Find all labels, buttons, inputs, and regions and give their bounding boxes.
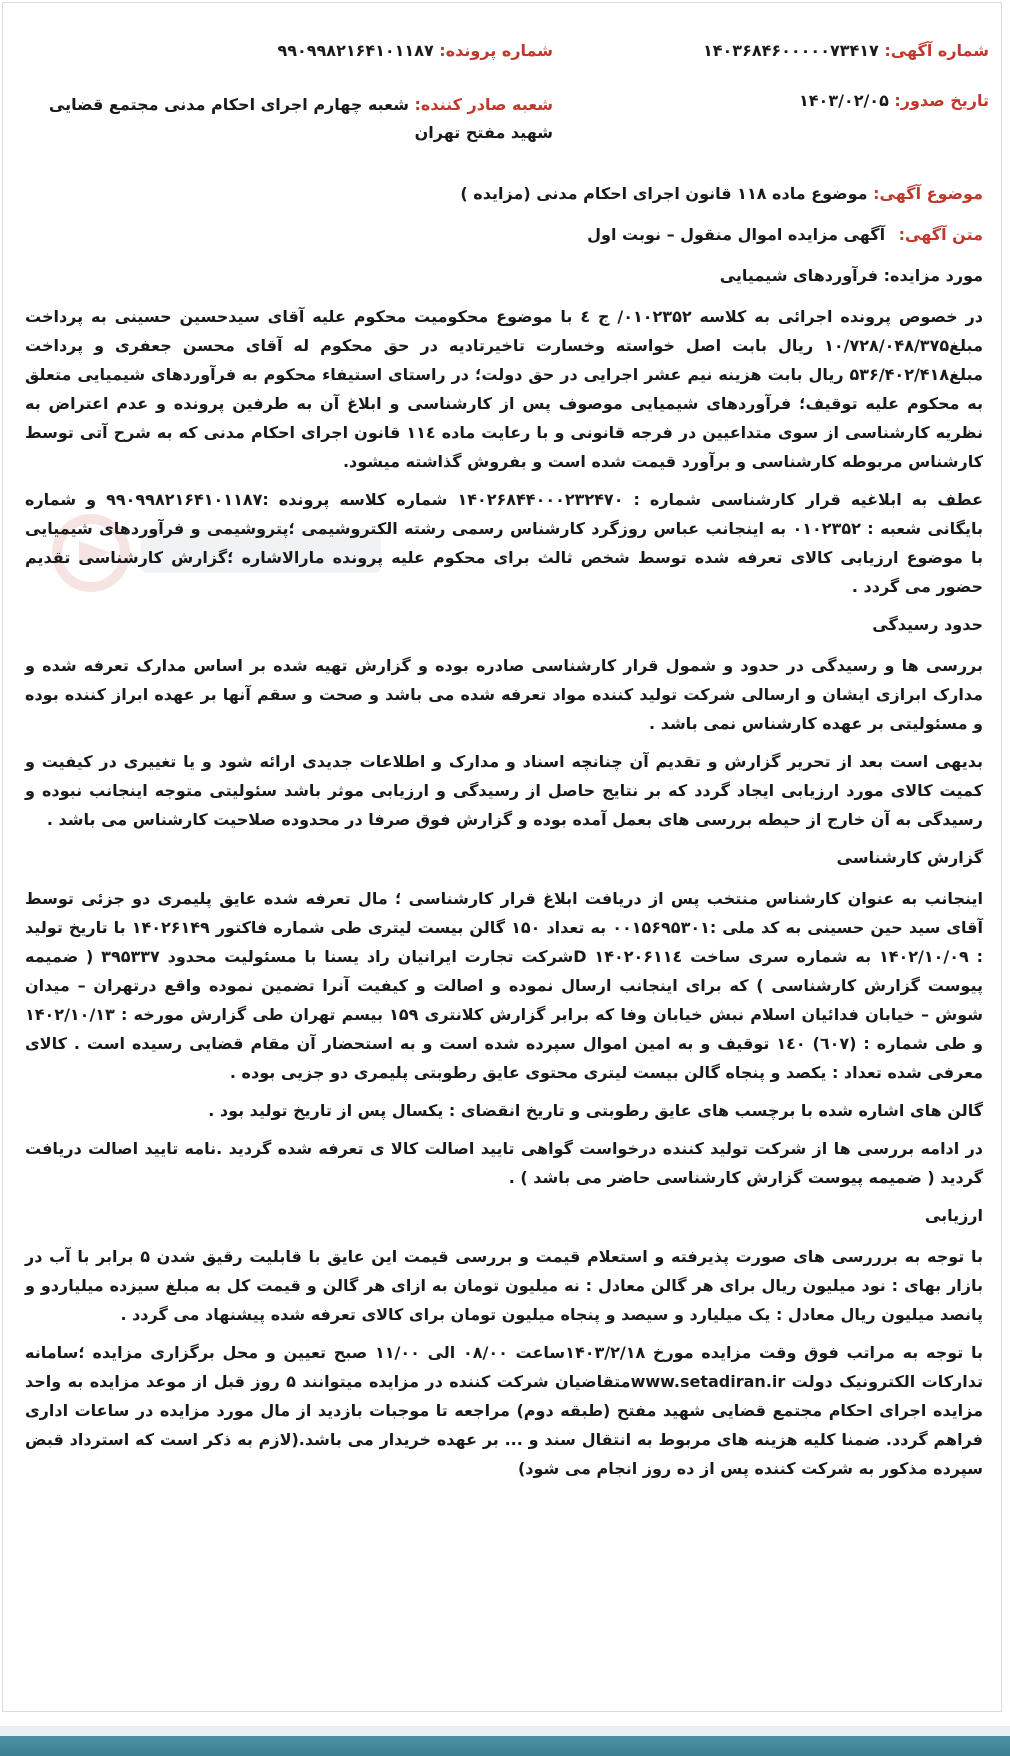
paragraph-scope: بررسی ها و رسیدگی در حدود و شمول قرار کارشناسی صادره بوده و گزارش تهیه شده بر اساس مدارک تعرفه شده و مدارک ابرازی ایشان و ارسالی شرکت تولید کننده مواد تعرفه شده می باشد و صحت و سقم آنها بر عهده ابراز کننده بوده و مسئولیتی بر عهده کارشناس نمی باشد .: [25, 656, 983, 733]
footer-bar: [0, 1726, 1010, 1756]
issuing-branch-field: [33, 91, 553, 147]
subject-row: [25, 179, 983, 208]
paragraph-evaluation: با توجه به برررسی های صورت پذیرفته و استعلام قیمت و بررسی قیمت این عایق با قابلیت رقیق شدن ۵ برابر با آب در بازار بهای : نود میلیون ریال برای هر گالن معادل : نه میلیون تومان به ازای هر گالن و قیمت کل به مبلغ سیزده میلیاردو و پانصد میلیون ریال معادل : یک میلیارد و سیصد و پنجاه میلیون تومان برای کالای تعرفه شده پیشنهاد می گردد .: [25, 1247, 984, 1324]
subject-label: موضوع آگهی:: [873, 184, 983, 203]
auction-item: مورد مزایده: فرآوردهای شیمیایی: [719, 266, 983, 285]
paragraph-gallon-labels: گالن های اشاره شده با برچسب های عایق رطوبتی و تاریخ انقضای : یکسال پس از تاریخ تولید بود .: [208, 1101, 983, 1120]
issuing-branch-value: شعبه چهارم اجرای احکام مدنی مجتمع قضایی شهید مفتح تهران: [48, 95, 553, 142]
issuing-branch-label: شعبه صادر کننده:: [414, 95, 553, 114]
issue-date-label: تاریخ صدور:: [894, 91, 989, 110]
paragraph-authenticity: در ادامه بررسی ها از شرکت تولید کننده درخواست گواهی تایید اصالت کالا ی تعرفه شده گردید .نامه تایید اصالت دریافت گردید ( ضمیمه پیوست گزارش کارشناسی حاضر می باشد ) .: [25, 1139, 983, 1187]
auction-notice-document: [2, 2, 1002, 1712]
paragraph-expert-report: اینجانب به عنوان کارشناس منتخب پس از دریافت ابلاغ قرار کارشناسی ؛ مال تعرفه شده عایق پلیمری دو جزئی توسط آقای سید حین حسینی به کد ملی :۰۰۱۵۶۹۵۳۰۱ به تعداد ۱۵۰ گالن بیست لیتری طی شماره فاکتور ۱۴۰۲۶۱۴۹ با تاریخ تولید : ۱۴۰۲/۱۰/۰۹ به شماره سری ساخت ۱۴۰۲۰۶۱۱٤ Dشرکت تجارت ایرانیان راد یسنا با مسئولیت محدود ۳۹۵۳۳۷ ( ضمیمه پیوست گزارش کارشناسی ) که برای اینجانب ارسال نموده و اصالت و کیفیت آنرا تضمین نموده واقع درتهران – میدان شوش – خیابان فدائیان اسلام نبش خیابان وفا که برابر گزارش کلانتری ۱۵۹ بیسم تهران طی گزارش مورخه : ۱۴۰۲/۱۰/۱۳ و طی شماره : (٦۰۷) ۱٤۰ توقیف و به امین اموال سپرده شده است و به استحضار آن مقام قضایی رسیده است . کالای معرفی شده تعداد : یکصد و پنجاه گالن بیست لیتری محتوی عایق رطوبتی پلیمری دو جزیی بوده .: [25, 889, 984, 1082]
paragraph-auction-schedule: با توجه به مراتب فوق وقت مزایده مورخ ۱۴۰۳/۲/۱۸ساعت ۰۸/۰۰ الی ۱۱/۰۰ صبح تعیین و محل برگزاری مزایده ؛سامانه تدارکات الکترونیک دولت www.setadiran.irمتقاضیان شرکت کننده در مزایده میتوانند ۵ روز قبل از موعد مزایده به واحد مزایده اجرای احکام مجتمع قضایی شهید مفتح (طبقه دوم) مراجعه تا موجبات بازدید از مال مورد مزایده در ساعات اداری فراهم گردد. ضمنا کلیه هزینه های مربوط به انتقال سند و ... بر عهده خریدار می باشد.(لازم به ذکر است که استرداد قبض سپرده مذکور به شرکت کننده پس از ده روز انجام می شود): [25, 1343, 984, 1478]
ad-text-value: آگهی مزایده اموال منقول – نوبت اول: [587, 225, 886, 244]
heading-evaluation: ارزیابی: [924, 1206, 983, 1225]
subject-text: موضوع ماده ۱۱۸ قانون اجرای احکام مدنی (مزایده ): [460, 184, 868, 203]
case-number-label: شماره پرونده:: [439, 41, 553, 60]
paragraph-case-summary: در خصوص پرونده اجرائی به کلاسه ۰۱۰۲۳۵۲/ ج ٤ با موضوع محکومیت محکوم علیه آقای سیدحسین حسینی به پرداخت مبلغ۱۰/۷۲۸/۰۴۸/۳۷۵ ریال بابت اصل خواسته وخسارت تاخیرتادیه در حق محکوم له آقای محسن جعفری و پرداخت مبلغ۵۳۶/۴۰۲/۴۱۸ ریال بابت هزینه نیم عشر اجرایی در حق دولت؛ در راستای استیفاء محکوم به فرآوردهای شیمیایی متعلق به محکوم علیه توقیف؛ فرآوردهای شیمیایی موصوف پس از کارشناسی و ابلاغ آن به طرفین پرونده و عدم اعتراض به نظریه کارشناسی از سوی متداعیین در فرجه قانونی و با رعایت ماده ۱۱٤ قانون اجرای احکام مدنی که به شرح آتی توسط کارشناس مربوطه کارشناسی و برآورد قیمت شده است و بفروش گذاشته میشود.: [25, 307, 984, 471]
case-number-field: [277, 41, 553, 60]
notice-body: [25, 179, 983, 1492]
issue-date-value: ۱۴۰۳/۰۲/۰۵: [799, 91, 889, 110]
ad-number-value: ۱۴۰۳۶۸۴۶۰۰۰۰۰۷۳۴۱۷: [703, 41, 879, 60]
paragraph-expert-order: عطف به ابلاغیه قرار کارشناسی شماره : ۱۴۰۲۶۸۴۴۰۰۰۲۳۲۴۷۰ شماره کلاسه پرونده :۹۹۰۹۹۸۲۱۶۴۱۰۱۱۸۷ و شماره بایگانی شعبه : ۰۱۰۲۳۵۲ به اینجانب عباس روزگرد کارشناس رسمی رشته الکتروشیمی ؛پتروشیمی و فرآوردهای شیمیایی با موضوع ارزیابی کالای تعرفه شده توسط شخص ثالث برای محکوم علیه پرونده مارالاشاره ؛گزارش کارشناسی تقدیم حضور می گردد .: [25, 490, 984, 596]
issue-date-field: [799, 91, 989, 110]
ad-number-label: شماره آگهی:: [884, 41, 989, 60]
heading-scope: حدود رسیدگی: [872, 615, 983, 634]
ad-text-row: [25, 220, 983, 249]
case-number-value: ۹۹۰۹۹۸۲۱۶۴۱۰۱۱۸۷: [277, 41, 434, 60]
heading-expert-report: گزارش کارشناسی: [836, 848, 983, 867]
paragraph-disclaimer: بدیهی است بعد از تحریر گزارش و تقدیم آن چنانچه اسناد و مدارک و اطلاعات جدیدی ارائه شود و یا تغییری در کیفیت و کمیت کالای مورد ارزیابی ایجاد گردد که بر نتایج حاصل از رسیدگی و ارزیابی موثر باشد سئولیتی متوجه اینجانب نبوده و رسیدگی به آن خارج از حیطه بررسی های بعمل آمده بوده و گزارش فوق صرفا در محدوده صلاحیت کارشناس می باشد .: [25, 752, 983, 829]
ad-text-label: متن آگهی:: [898, 225, 983, 244]
ad-number-field: [703, 41, 989, 60]
